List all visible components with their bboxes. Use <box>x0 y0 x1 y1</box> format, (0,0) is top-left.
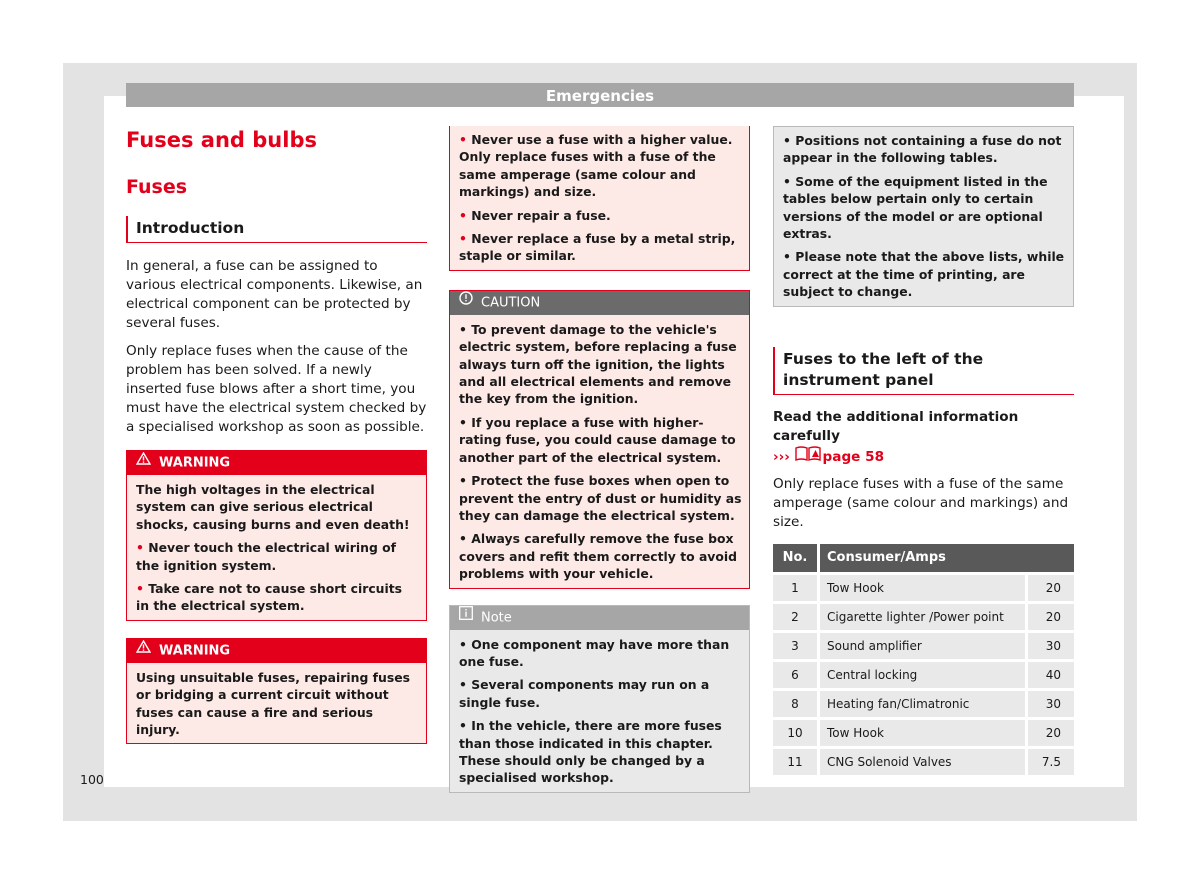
note-bullet: • Some of the equipment listed in the tables below pertain only to certain versions of the model or are optional extras. <box>783 173 1048 242</box>
caution-header <box>450 291 749 315</box>
cell-amps: 30 <box>1025 691 1074 717</box>
warning-bullet: • Never touch the electrical wiring of the ignition system. <box>136 540 397 573</box>
warning-text: Using unsuitable fuses, repairing fuses or bridging a current circuit without fuses can cause a fire and serious injury. <box>136 669 410 738</box>
exclamation-circle-icon <box>459 290 473 314</box>
table-row <box>773 662 1074 688</box>
cell-no: 2 <box>773 604 820 630</box>
table-row <box>773 633 1074 659</box>
cell-consumer: CNG Solenoid Valves <box>820 749 1025 775</box>
warning-header <box>127 639 426 663</box>
cell-no: 6 <box>773 662 820 688</box>
table-row <box>773 720 1074 746</box>
cell-consumer: Sound amplifier <box>820 633 1025 659</box>
section-heading: Fuses to the left of the instrument panel <box>773 347 1074 395</box>
fuse-paragraph: Only replace fuses with a fuse of the same amperage (same colour and markings) and size. <box>773 475 1069 530</box>
page-reference-link[interactable]: ››› page 58 <box>773 449 884 465</box>
cell-consumer: Tow Hook <box>820 575 1025 601</box>
cell-no: 11 <box>773 749 820 775</box>
note-box <box>449 605 750 793</box>
book-warning-icon <box>795 445 821 467</box>
cell-no: 3 <box>773 633 820 659</box>
left-column <box>126 120 427 744</box>
note-bullet: • One component may have more than one fuse. <box>459 636 730 669</box>
warning-triangle-icon <box>136 638 151 662</box>
table-header-row <box>773 544 1074 572</box>
warning-box <box>126 450 427 621</box>
cell-consumer: Tow Hook <box>820 720 1025 746</box>
cell-consumer: Cigarette lighter /Power point <box>820 604 1025 630</box>
table-row <box>773 575 1074 601</box>
warning-header <box>127 451 426 475</box>
note-bullet: • Positions not containing a fuse do not appear in the following tables. <box>783 133 1062 166</box>
warning-triangle-icon <box>136 450 151 474</box>
warning-bullet: • Never use a fuse with a higher value. Only replace fuses with a fuse of the same amperage (same colour and markings) and size. <box>459 132 733 200</box>
warning-box-continued <box>449 126 750 271</box>
warning-label: WARNING <box>159 455 231 471</box>
intro-paragraph: In general, a fuse can be assigned to various electrical components. Likewise, an electrical component can be protected by several fuses. <box>126 258 423 331</box>
table-row <box>773 604 1074 630</box>
cell-amps: 20 <box>1025 604 1074 630</box>
note-bullet: • In the vehicle, there are more fuses than those indicated in this chapter. These should only be changed by a specialised workshop. <box>459 718 722 786</box>
note-bullet: • Please note that the above lists, while correct at the time of printing, are subject to change. <box>783 249 1065 300</box>
table-row <box>773 691 1074 717</box>
caution-bullet: • To prevent damage to the vehicle's electric system, before replacing a fuse always turn off the ignition, the lights and all electrical elements and remove the key from the ignition. <box>459 321 737 407</box>
cell-amps: 40 <box>1025 662 1074 688</box>
caution-bullet: • Protect the fuse boxes when open to prevent the entry of dust or humidity as they can damage the electrical system. <box>459 473 742 523</box>
warning-text: The high voltages in the electrical system can give serious electrical shocks, causing burns and even death! <box>136 482 410 532</box>
warning-box <box>126 638 427 745</box>
page-title: Fuses and bulbs <box>126 128 317 152</box>
warning-label: WARNING <box>159 643 231 659</box>
caution-label: CAUTION <box>481 295 541 311</box>
right-column <box>773 126 1074 778</box>
page-subtitle: Fuses <box>126 176 188 198</box>
caution-bullet: • If you replace a fuse with higher-rating fuse, you could cause damage to another part of the electrical system. <box>459 414 736 465</box>
note-bullet: • Several components may run on a single fuse. <box>459 677 710 710</box>
cell-no: 8 <box>773 691 820 717</box>
note-box-continued <box>773 126 1074 307</box>
cell-amps: 30 <box>1025 633 1074 659</box>
cell-consumer: Heating fan/Climatronic <box>820 691 1025 717</box>
warning-bullet: • Take care not to cause short circuits in the electrical system. <box>136 581 403 614</box>
cell-no: 1 <box>773 575 820 601</box>
note-header <box>450 606 749 630</box>
cell-amps: 20 <box>1025 575 1074 601</box>
column-header-no: No. <box>773 544 820 572</box>
caution-bullet: • Always carefully remove the fuse box covers and refit them correctly to avoid problems with your vehicle. <box>459 531 738 582</box>
cell-amps: 7.5 <box>1025 749 1074 775</box>
table-row <box>773 749 1074 775</box>
page-number: 100 <box>80 772 104 787</box>
cell-consumer: Central locking <box>820 662 1025 688</box>
warning-bullet: • Never repair a fuse. <box>459 207 611 223</box>
cell-no: 10 <box>773 720 820 746</box>
caution-box <box>449 290 750 589</box>
middle-column <box>449 126 750 793</box>
section-header: Emergencies <box>126 83 1074 107</box>
cell-amps: 20 <box>1025 720 1074 746</box>
fuse-table <box>773 541 1074 778</box>
info-icon <box>459 605 473 629</box>
read-more-text: Read the additional information carefully ››› page 58 <box>773 408 1019 465</box>
note-label: Note <box>481 610 512 626</box>
column-header-consumer: Consumer/Amps <box>820 544 1074 572</box>
intro-heading: Introduction <box>126 216 427 243</box>
intro-paragraph: Only replace fuses when the cause of the problem has been solved. If a newly inserted fuse blows after a short time, you must have the electrical system checked by a specialised workshop as soon as possible. <box>126 343 427 435</box>
warning-bullet: • Never replace a fuse by a metal strip, staple or similar. <box>459 231 736 264</box>
